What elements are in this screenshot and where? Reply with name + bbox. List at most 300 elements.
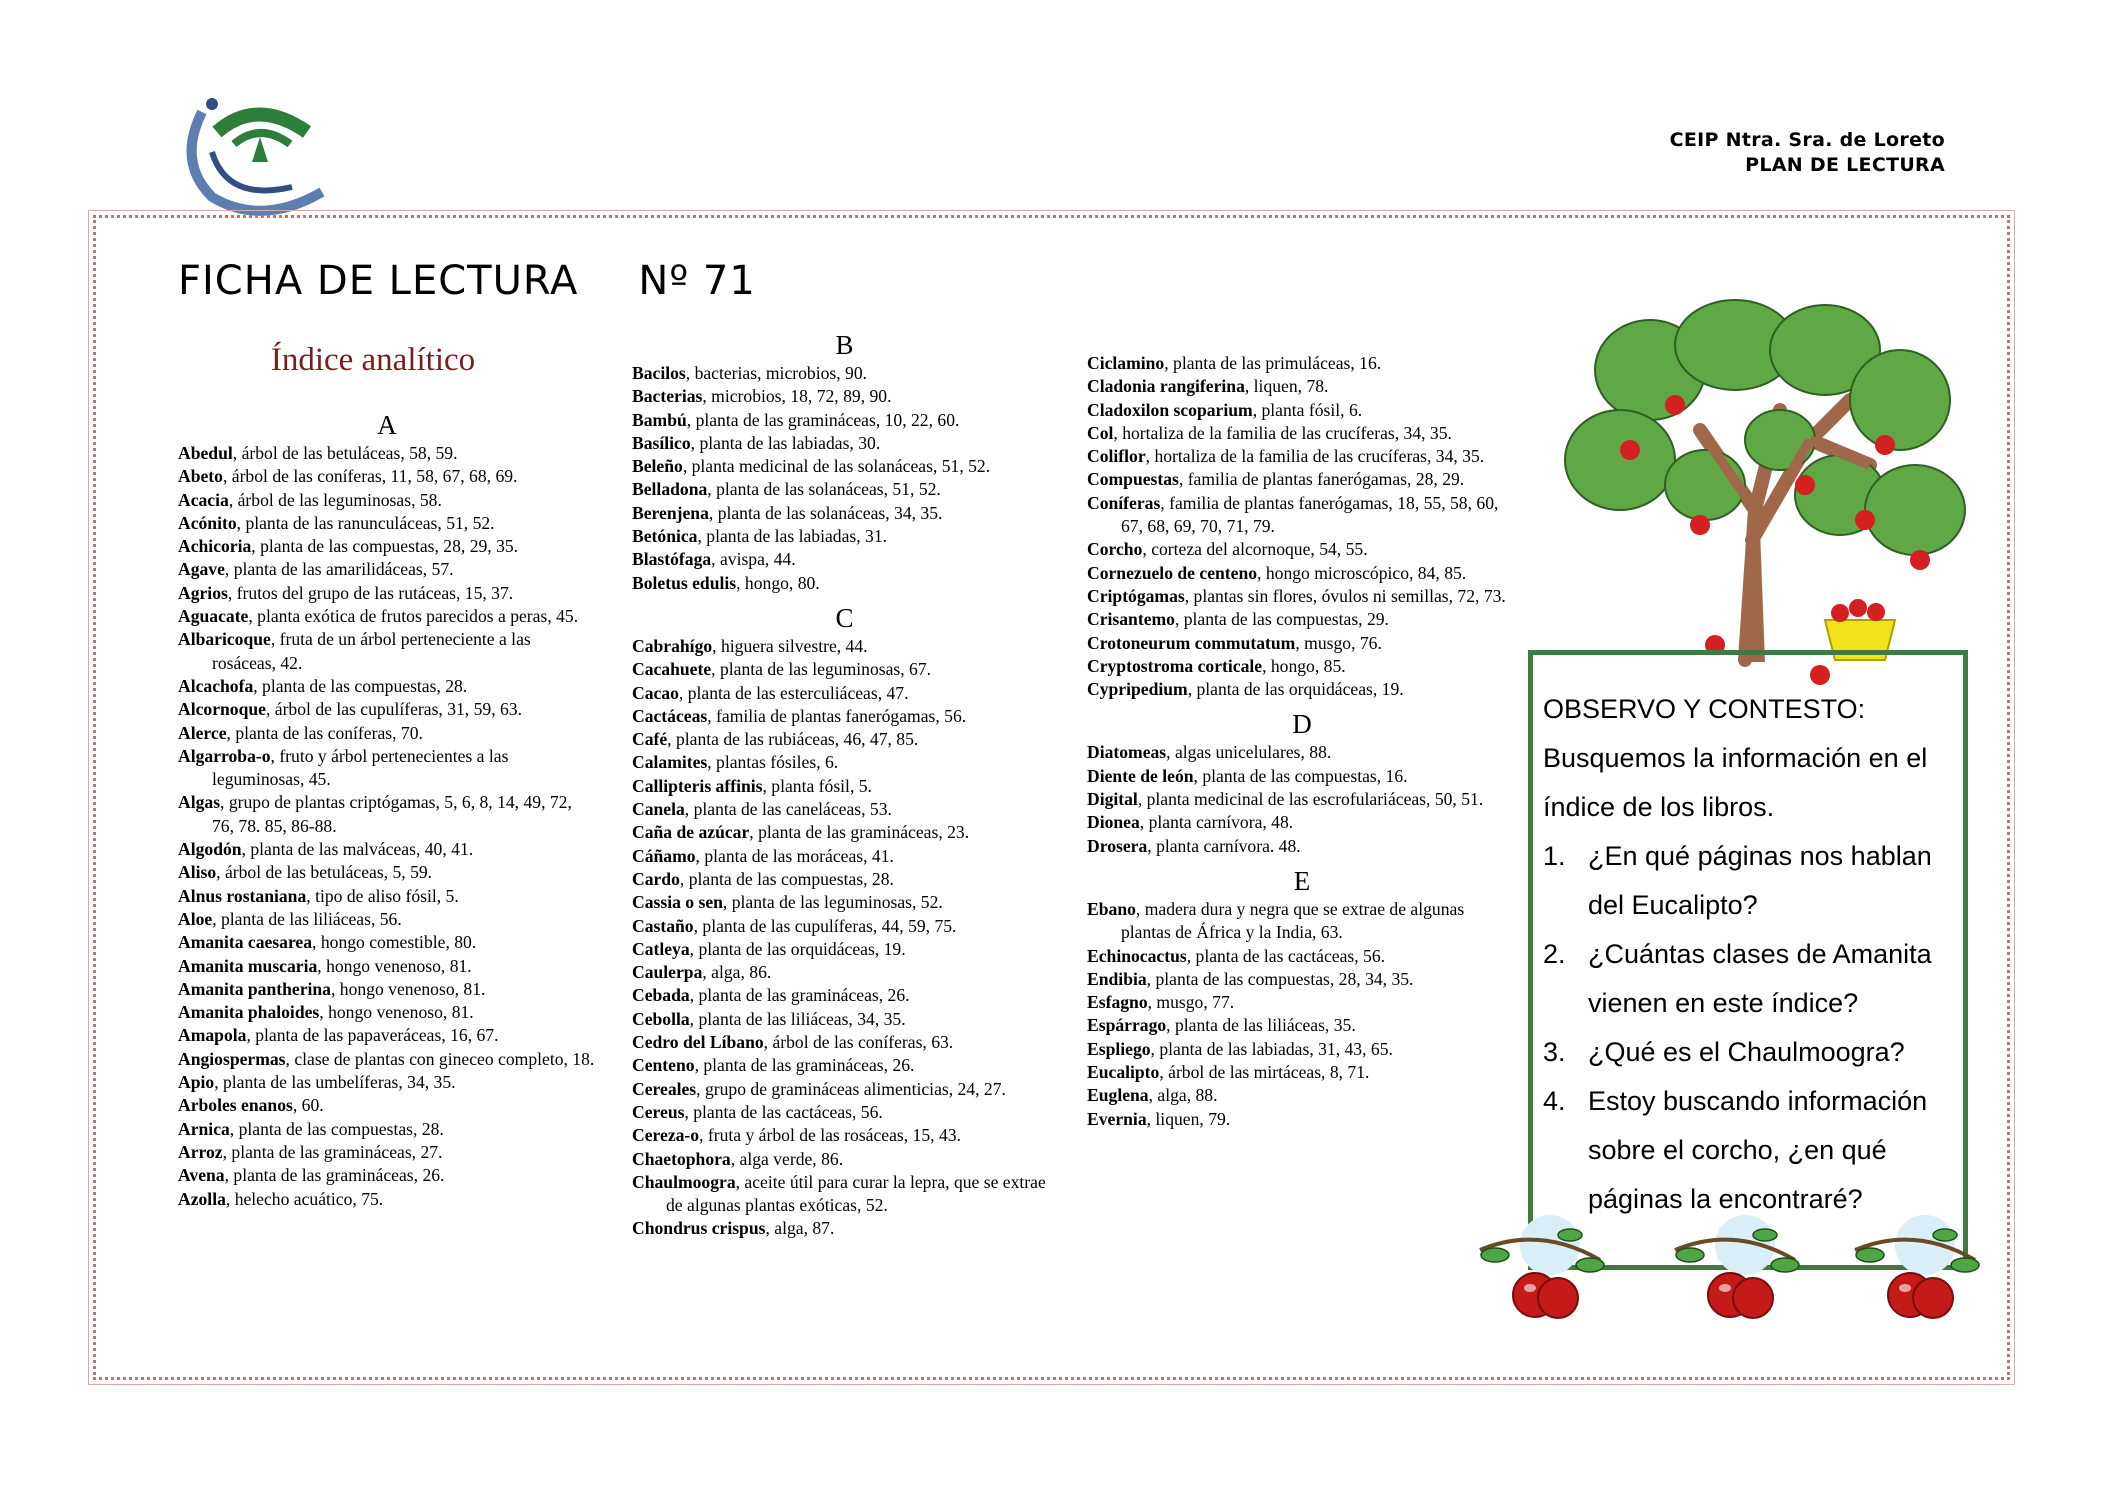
index-entry xyxy=(178,955,596,978)
index-entry xyxy=(178,745,596,792)
index-entry xyxy=(178,582,596,605)
index-entry xyxy=(632,961,1057,984)
entry-term: Euglena xyxy=(1087,1085,1149,1106)
entry-term: Belladona xyxy=(632,479,708,500)
sheet-number: Nº 71 xyxy=(638,258,756,304)
index-entry xyxy=(1087,399,1517,422)
index-entry xyxy=(1087,788,1517,811)
entry-description: , alga, 86. xyxy=(702,962,772,983)
index-entry xyxy=(632,362,1057,385)
index-entry xyxy=(178,1141,596,1164)
entry-description: , árbol de las coníferas, 63. xyxy=(763,1032,954,1053)
entry-term: Blastófaga xyxy=(632,549,712,570)
entry-term: Arboles enanos xyxy=(178,1095,293,1116)
entry-description: , planta de las leguminosas, 52. xyxy=(722,892,943,913)
entry-term: Boletus edulis xyxy=(632,572,737,593)
entry-term: Drosera xyxy=(1087,835,1148,856)
index-entry xyxy=(632,572,1057,595)
entry-term: Esfagno xyxy=(1087,992,1148,1013)
entry-term: Eucalipto xyxy=(1087,1062,1160,1083)
index-entry xyxy=(178,931,596,954)
index-entry xyxy=(632,915,1057,938)
entry-description: , madera dura y negra que se extrae de algunas plantas de África y la India, 63. xyxy=(1121,898,1465,943)
entry-description: , planta de las compuestas, 28. xyxy=(253,675,468,696)
entry-term: Callipteris affinis xyxy=(632,775,763,796)
entry-description: , árbol de las cupulíferas, 31, 59, 63. xyxy=(265,699,522,720)
apple-branches-decoration xyxy=(1460,1210,2000,1340)
entry-description: , planta de las moráceas, 41. xyxy=(695,845,894,866)
index-entry xyxy=(1087,655,1517,678)
entry-description: , hongo, 80. xyxy=(736,572,820,593)
index-entry xyxy=(632,821,1057,844)
index-entry xyxy=(1087,585,1517,608)
entry-term: Albaricoque xyxy=(178,629,271,650)
entry-term: Caña de azúcar xyxy=(632,822,750,843)
entry-description: , planta de las solanáceas, 34, 35. xyxy=(708,502,943,523)
entry-term: Corcho xyxy=(1087,539,1143,560)
index-entry xyxy=(632,432,1057,455)
school-name: CEIP Ntra. Sra. de Loreto xyxy=(1669,129,1945,151)
entry-description: , planta de las esterculiáceas, 47. xyxy=(678,682,909,703)
entry-term: Café xyxy=(632,729,668,750)
reading-plan: PLAN DE LECTURA xyxy=(1745,154,1945,176)
index-entry xyxy=(632,868,1057,891)
entry-description: , hongo venenoso, 81. xyxy=(330,978,486,999)
index-entry xyxy=(178,1024,596,1047)
question-line: del Eucalipto? xyxy=(1588,890,1758,920)
question-line: Estoy buscando información xyxy=(1588,1086,1928,1116)
entry-term: Cacahuete xyxy=(632,659,712,680)
entry-term: Castaño xyxy=(632,915,694,936)
entry-term: Cladonia rangiferina xyxy=(1087,376,1245,397)
entry-description: , planta de las umbelíferas, 34, 35. xyxy=(214,1072,456,1093)
questions-text xyxy=(1543,685,1973,1224)
entry-term: Bacilos xyxy=(632,363,686,383)
entry-term: Coliflor xyxy=(1087,446,1146,467)
entry-term: Digital xyxy=(1087,789,1138,810)
index-column-2 xyxy=(632,328,1057,1241)
questions-intro-line1: Busquemos la información en el xyxy=(1543,743,1928,773)
entry-description: , planta de las compuestas, 16. xyxy=(1193,765,1408,786)
entry-term: Compuestas xyxy=(1087,469,1179,490)
entry-term: Apio xyxy=(178,1072,215,1093)
index-entry xyxy=(632,1124,1057,1147)
entry-description: , planta de las caneláceas, 53. xyxy=(684,799,892,820)
index-entry xyxy=(1087,375,1517,398)
index-letter: D xyxy=(1292,709,1312,740)
entry-description: , tipo de aliso fósil, 5. xyxy=(306,885,459,906)
entry-term: Cebolla xyxy=(632,1008,690,1029)
entry-term: Berenjena xyxy=(632,502,709,523)
index-entry xyxy=(632,775,1057,798)
entry-description: , helecho acuático, 75. xyxy=(225,1188,384,1209)
entry-term: Endibia xyxy=(1087,968,1147,989)
entry-term: Cereza-o xyxy=(632,1125,700,1146)
index-entry xyxy=(1087,608,1517,631)
index-entry xyxy=(1087,765,1517,788)
index-entry xyxy=(632,478,1057,501)
entry-term: Cedro del Líbano xyxy=(632,1032,764,1053)
entry-description: , planta de las labiadas, 31. xyxy=(697,526,888,547)
entry-description: , árbol de las mirtáceas, 8, 71. xyxy=(1159,1062,1370,1083)
entry-description: , avispa, 44. xyxy=(711,549,796,570)
entry-description: , plantas fósiles, 6. xyxy=(707,752,839,773)
entry-description: , musgo, 77. xyxy=(1147,992,1235,1013)
index-entry xyxy=(632,1008,1057,1031)
index-entry xyxy=(178,885,596,908)
entry-description: , árbol de las betuláceas, 58, 59. xyxy=(232,443,458,463)
junta-logo xyxy=(172,92,342,222)
entry-term: Crotoneurum commutatum xyxy=(1087,632,1296,653)
school-header xyxy=(1670,128,1945,178)
index-entry xyxy=(178,1094,596,1117)
question-line: ¿Cuántas clases de Amanita xyxy=(1588,939,1932,969)
entry-term: Agrios xyxy=(178,582,228,603)
entry-term: Amanita pantherina xyxy=(178,978,331,999)
question-item xyxy=(1543,1077,1973,1224)
index-letter: B xyxy=(835,330,854,360)
entry-term: Chondrus crispus xyxy=(632,1218,766,1239)
entry-term: Algas xyxy=(178,792,221,813)
entry-description: , clase de plantas con gineceo completo, 18. xyxy=(285,1048,595,1069)
entry-term: Caulerpa xyxy=(632,962,703,983)
index-column-3 xyxy=(1087,352,1517,1131)
questions-intro-line2: índice de los libros. xyxy=(1543,792,1775,822)
index-entry xyxy=(632,728,1057,751)
entry-description: , árbol de las leguminosas, 58. xyxy=(228,489,442,510)
entry-description: , higuera silvestre, 44. xyxy=(712,635,868,656)
entry-description: , microbios, 18, 72, 89, 90. xyxy=(702,386,892,407)
question-item xyxy=(1543,930,1973,1028)
index-entry xyxy=(178,861,596,884)
entry-description: , planta de las gramináceas, 23. xyxy=(749,822,970,843)
entry-description: , aceite útil para curar la lepra, que se extrae de algunas plantas exóticas, 52. xyxy=(666,1171,1046,1216)
entry-term: Bambú xyxy=(632,409,687,430)
entry-term: Beleño xyxy=(632,456,683,477)
index-entry xyxy=(178,675,596,698)
index-entry xyxy=(632,1054,1057,1077)
entry-term: Alerce xyxy=(178,722,227,743)
entry-description: , planta de las orquidáceas, 19. xyxy=(689,938,906,959)
entry-description: , grupo de plantas criptógamas, 5, 6, 8, 14, 49, 72, 76, 78. 85, 86-88. xyxy=(212,792,572,836)
entry-description: , planta de las coníferas, 70. xyxy=(226,722,423,743)
index-entry xyxy=(632,751,1057,774)
index-entry xyxy=(178,698,596,721)
entry-term: Betónica xyxy=(632,526,698,547)
index-letter: C xyxy=(835,602,854,633)
index-entry xyxy=(632,1171,1057,1218)
question-line: ¿En qué páginas nos hablan xyxy=(1588,841,1932,871)
entry-term: Bacterias xyxy=(632,386,703,407)
index-entry xyxy=(632,455,1057,478)
index-entry xyxy=(632,409,1057,432)
index-entry xyxy=(178,512,596,535)
entry-description: , fruta y árbol de las rosáceas, 15, 43. xyxy=(699,1125,961,1146)
entry-description: , planta medicinal de las escrofulariáceas, 50, 51. xyxy=(1137,789,1484,810)
entry-term: Abeto xyxy=(178,466,223,487)
entry-description: , planta de las labiadas, 31, 43, 65. xyxy=(1150,1038,1393,1059)
entry-term: Amanita phaloides xyxy=(178,1002,320,1023)
entry-term: Avena xyxy=(178,1165,225,1186)
entry-description: , planta de las liliáceas, 56. xyxy=(212,908,402,929)
index-entry xyxy=(632,525,1057,548)
index-entry xyxy=(1087,1061,1517,1084)
entry-term: Cryptostroma corticale xyxy=(1087,655,1263,676)
question-item xyxy=(1543,832,1973,930)
index-entry xyxy=(1087,811,1517,834)
entry-term: Crisantemo xyxy=(1087,609,1175,630)
entry-description: , familia de plantas fanerógamas, 56. xyxy=(707,705,967,726)
entry-term: Aliso xyxy=(178,862,217,883)
entry-description: , planta carnívora. 48. xyxy=(1147,835,1301,856)
index-entry xyxy=(178,908,596,931)
entry-term: Canela xyxy=(632,799,685,820)
question-number: 2. xyxy=(1543,939,1566,969)
entry-description: , planta de las cupulíferas, 44, 59, 75. xyxy=(693,915,957,936)
entry-description: , árbol de las betuláceas, 5, 59. xyxy=(216,862,433,883)
entry-term: Criptógamas xyxy=(1087,585,1185,606)
entry-description: , planta de las solanáceas, 51, 52. xyxy=(707,479,941,500)
index-entry xyxy=(178,628,596,675)
index-entry xyxy=(178,605,596,628)
index-entry xyxy=(1087,1084,1517,1107)
entry-term: Echinocactus xyxy=(1087,945,1187,966)
title-label: FICHA DE LECTURA xyxy=(178,258,579,304)
index-entry xyxy=(1087,1108,1517,1131)
entry-term: Cladoxilon scoparium xyxy=(1087,399,1253,420)
entry-term: Chaetophora xyxy=(632,1148,731,1169)
question-text xyxy=(1588,1028,1905,1077)
entry-term: Algarroba-o xyxy=(178,745,271,766)
entry-description: , familia de plantas fanerógamas, 18, 55, 58, 60, 67, 68, 69, 70, 71, 79. xyxy=(1121,492,1499,537)
index-entry xyxy=(1087,1038,1517,1061)
entry-term: Alnus rostaniana xyxy=(178,885,307,906)
entry-term: Cáñamo xyxy=(632,845,696,866)
index-entry xyxy=(632,1101,1057,1124)
entry-description: , planta de las cactáceas, 56. xyxy=(1186,945,1386,966)
entry-term: Cabrahígo xyxy=(632,635,713,656)
entry-description: , hongo venenoso, 81. xyxy=(317,955,472,976)
entry-description: , alga verde, 86. xyxy=(730,1148,844,1169)
entry-term: Cardo xyxy=(632,868,680,889)
index-entry xyxy=(632,984,1057,1007)
entry-term: Abedul xyxy=(178,443,233,463)
entry-description: , familia de plantas fanerógamas, 28, 29. xyxy=(1178,469,1465,490)
entry-term: Diatomeas xyxy=(1087,742,1167,763)
entry-term: Centeno xyxy=(632,1055,695,1076)
entry-term: Achicoria xyxy=(178,536,252,557)
index-entry xyxy=(632,548,1057,571)
entry-term: Cereus xyxy=(632,1101,685,1122)
entry-description: , planta de las cactáceas, 56. xyxy=(684,1101,883,1122)
entry-description: , planta fósil, 5. xyxy=(762,775,872,796)
entry-term: Cornezuelo de centeno xyxy=(1087,562,1258,583)
entry-description: , planta de las compuestas, 29. xyxy=(1174,609,1389,630)
index-entry xyxy=(1087,468,1517,491)
page-title xyxy=(178,258,756,304)
index-entry xyxy=(1087,898,1517,945)
index-entry xyxy=(1087,741,1517,764)
index-entry xyxy=(1087,352,1517,375)
index-entry xyxy=(632,658,1057,681)
index-entry xyxy=(178,535,596,558)
entry-description: , planta de las gramináceas, 27. xyxy=(222,1141,443,1162)
index-entry xyxy=(1087,1014,1517,1037)
index-entry xyxy=(1087,678,1517,701)
index-entry xyxy=(1087,945,1517,968)
index-entry xyxy=(178,1001,596,1024)
index-entry xyxy=(178,838,596,861)
entry-term: Arnica xyxy=(178,1118,230,1139)
entry-term: Cassia o sen xyxy=(632,892,723,913)
question-number: 4. xyxy=(1543,1086,1566,1116)
index-entry xyxy=(632,938,1057,961)
entry-term: Aloe xyxy=(178,908,213,929)
index-letter: E xyxy=(1293,865,1311,896)
entry-description: , planta de las gramináceas, 26. xyxy=(689,985,910,1006)
apple-tree-illustration xyxy=(1540,290,1970,690)
question-text xyxy=(1588,1077,1927,1224)
entry-term: Catleya xyxy=(632,938,690,959)
entry-term: Acacia xyxy=(178,489,229,510)
entry-description: , planta medicinal de las solanáceas, 51, 52. xyxy=(682,456,991,477)
entry-term: Espliego xyxy=(1087,1038,1151,1059)
index-column-1 xyxy=(178,408,596,1211)
entry-description: , planta de las gramináceas, 26. xyxy=(224,1165,445,1186)
entry-description: , planta de las leguminosas, 67. xyxy=(711,659,932,680)
entry-term: Coníferas xyxy=(1087,492,1161,513)
entry-description: , planta exótica de frutos parecidos a peras, 45. xyxy=(248,606,579,627)
index-entry xyxy=(632,682,1057,705)
index-entry xyxy=(178,1164,596,1187)
index-entry xyxy=(1087,538,1517,561)
entry-term: Angiospermas xyxy=(178,1048,286,1069)
question-text xyxy=(1588,930,1932,1028)
entry-description: , planta de las compuestas, 28, 34, 35. xyxy=(1146,968,1414,989)
entry-description: , hongo, 85. xyxy=(1262,655,1346,676)
index-entry xyxy=(178,978,596,1001)
index-entry xyxy=(178,791,596,838)
index-entry xyxy=(178,1188,596,1211)
entry-term: Alcornoque xyxy=(178,699,266,720)
entry-description: , planta de las malváceas, 40, 41. xyxy=(241,839,474,860)
entry-term: Amanita muscaria xyxy=(178,955,318,976)
index-entry xyxy=(1087,835,1517,858)
index-entry xyxy=(1087,492,1517,539)
index-entry xyxy=(1087,968,1517,991)
question-line: sobre el corcho, ¿en qué xyxy=(1588,1135,1887,1165)
entry-term: Azolla xyxy=(178,1188,226,1209)
index-entry xyxy=(632,845,1057,868)
entry-term: Cypripedium xyxy=(1087,679,1188,700)
entry-description: , planta de las ranunculáceas, 51, 52. xyxy=(236,512,495,533)
entry-term: Agave xyxy=(178,559,225,580)
entry-term: Chaulmoogra xyxy=(632,1171,736,1192)
entry-description: , fruta de un árbol perteneciente a las rosáceas, 42. xyxy=(212,629,531,673)
entry-description: , frutos del grupo de las rutáceas, 15, 37. xyxy=(227,582,514,603)
entry-description: , planta de las papaveráceas, 16, 67. xyxy=(246,1025,499,1046)
entry-term: Dionea xyxy=(1087,812,1140,833)
entry-term: Calamites xyxy=(632,752,708,773)
index-entry xyxy=(632,1217,1057,1240)
entry-term: Cacao xyxy=(632,682,679,703)
question-item xyxy=(1543,1028,1973,1077)
entry-description: , planta de las primuláceas, 16. xyxy=(1164,353,1382,373)
index-entry xyxy=(632,385,1057,408)
entry-description: , 60. xyxy=(292,1095,324,1116)
entry-description: , hongo venenoso, 81. xyxy=(319,1002,474,1023)
entry-description: , árbol de las coníferas, 11, 58, 67, 68, 69. xyxy=(222,466,518,487)
index-entry xyxy=(178,442,596,465)
entry-description: , alga, 87. xyxy=(765,1218,835,1239)
entry-term: Ciclamino xyxy=(1087,353,1165,373)
index-entry xyxy=(178,722,596,745)
entry-description: , liquen, 79. xyxy=(1146,1108,1231,1129)
entry-description: , planta de las compuestas, 28. xyxy=(679,868,894,889)
entry-description: , planta de las liliáceas, 34, 35. xyxy=(689,1008,906,1029)
questions-heading: OBSERVO Y CONTESTO: xyxy=(1543,694,1866,724)
entry-term: Algodón xyxy=(178,839,242,860)
entry-term: Evernia xyxy=(1087,1108,1147,1129)
index-entry xyxy=(632,1078,1057,1101)
index-entry xyxy=(178,465,596,488)
entry-description: , liquen, 78. xyxy=(1244,376,1329,397)
index-entry xyxy=(1087,632,1517,655)
index-entry xyxy=(1087,445,1517,468)
index-entry xyxy=(1087,422,1517,445)
index-entry xyxy=(632,502,1057,525)
entry-description: , planta carnívora, 48. xyxy=(1139,812,1294,833)
entry-description: , musgo, 76. xyxy=(1295,632,1382,653)
entry-term: Ebano xyxy=(1087,898,1136,919)
entry-description: , hortaliza de la familia de las crucíferas, 34, 35. xyxy=(1113,422,1452,443)
index-title: Índice analítico xyxy=(270,342,476,378)
entry-term: Cebada xyxy=(632,985,690,1006)
index-entry xyxy=(178,489,596,512)
entry-description: , planta de las rubiáceas, 46, 47, 85. xyxy=(667,729,919,750)
question-list xyxy=(1543,832,1973,1224)
index-entry xyxy=(1087,991,1517,1014)
entry-description: , planta de las gramináceas, 26. xyxy=(694,1055,915,1076)
entry-description: , planta de las amarilidáceas, 57. xyxy=(224,559,454,580)
entry-description: , planta de las compuestas, 28. xyxy=(229,1118,444,1139)
index-letter: A xyxy=(377,410,397,440)
entry-description: , hongo microscópico, 84, 85. xyxy=(1257,562,1467,583)
entry-term: Diente de león xyxy=(1087,765,1194,786)
entry-term: Amanita caesarea xyxy=(178,932,313,953)
entry-term: Cactáceas xyxy=(632,705,708,726)
entry-term: Arroz xyxy=(178,1141,223,1162)
entry-term: Col xyxy=(1087,422,1114,443)
entry-description: , planta de las compuestas, 28, 29, 35. xyxy=(251,536,519,557)
entry-term: Espárrago xyxy=(1087,1015,1167,1036)
index-entry xyxy=(1087,562,1517,585)
entry-description: , hortaliza de la familia de las crucíferas, 34, 35. xyxy=(1145,446,1485,467)
entry-description: , hongo comestible, 80. xyxy=(312,932,477,953)
entry-description: , planta de las labiadas, 30. xyxy=(690,432,881,453)
entry-description: , planta fósil, 6. xyxy=(1252,399,1363,420)
entry-description: , planta de las orquidáceas, 19. xyxy=(1187,679,1404,700)
index-entry xyxy=(632,891,1057,914)
entry-description: , planta de las gramináceas, 10, 22, 60. xyxy=(686,409,960,430)
entry-description: , alga, 88. xyxy=(1148,1085,1218,1106)
index-entry xyxy=(178,558,596,581)
entry-term: Basílico xyxy=(632,432,691,453)
entry-term: Aguacate xyxy=(178,606,249,627)
entry-term: Acónito xyxy=(178,512,237,533)
index-entry xyxy=(632,1148,1057,1171)
index-entry xyxy=(178,1048,596,1071)
